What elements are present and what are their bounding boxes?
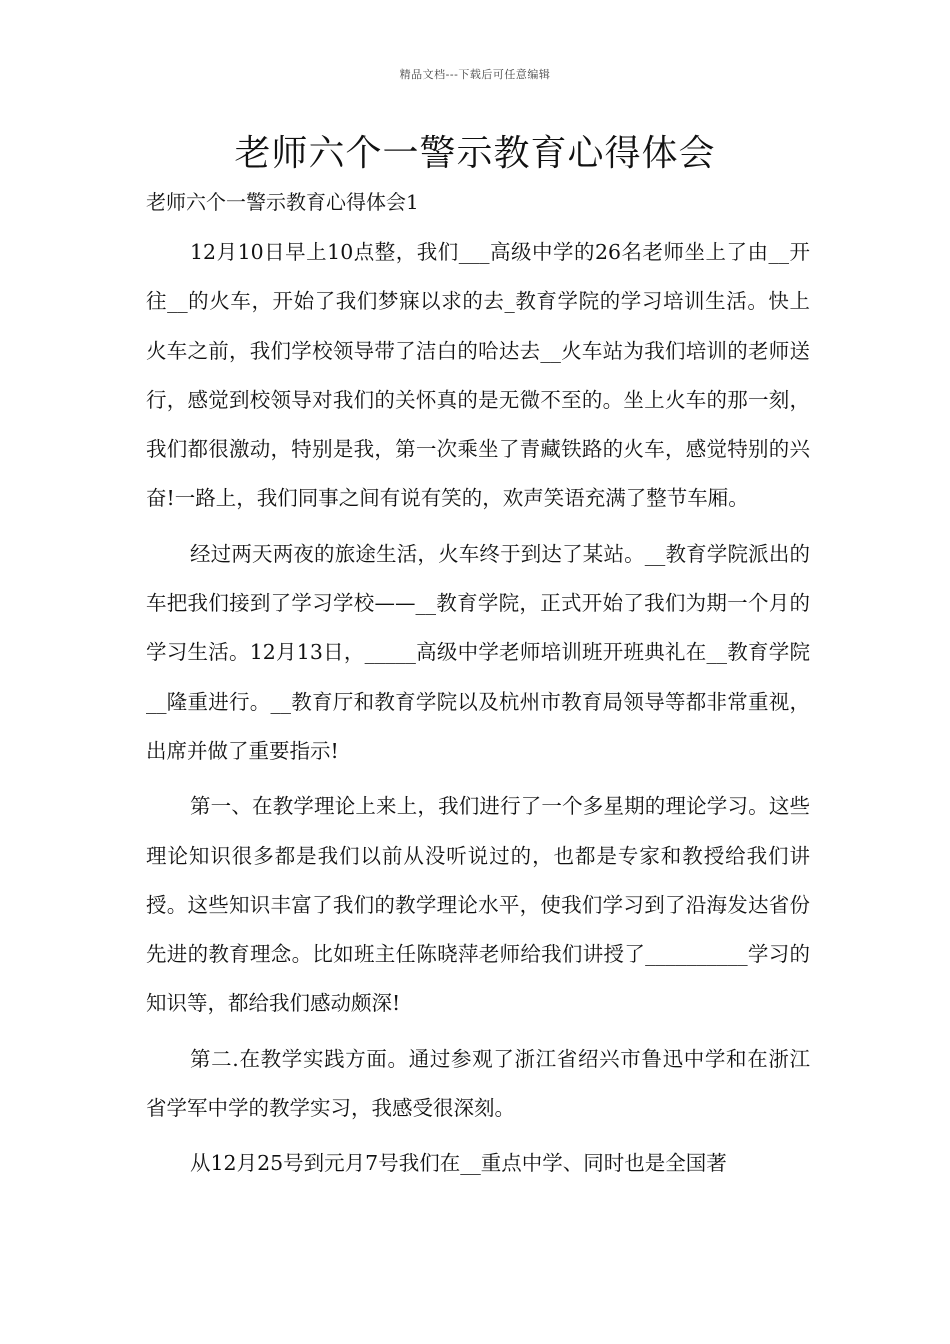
paragraph-4: 第二.在教学实践方面。通过参观了浙江省绍兴市鲁迅中学和在浙江省学军中学的教学实习，我感受很深刻。 <box>146 1046 810 1121</box>
header-note: 精品文档---下载后可任意编辑 <box>399 68 551 81</box>
document-subtitle: 老师六个一警示教育心得体会1 <box>146 190 419 214</box>
document-title: 老师六个一警示教育心得体会 <box>234 133 716 174</box>
paragraph-3: 第一、在教学理论上来上，我们进行了一个多星期的理论学习。这些理论知识很多都是我们以前从没听说过的，也都是专家和教授给我们讲授。这些知识丰富了我们的教学理论水平，使我们学习到了沿海发达省份先进的教育理念。比如班主任陈晓萍老师给我们讲授了__________学习的知识等，都给我们感动颇深! <box>146 794 810 1016</box>
paragraph-5: 从12月25号到元月7号我们在__重点中学、同时也是全国著 <box>190 1151 727 1176</box>
document-body <box>146 228 810 1195</box>
paragraph-1: 12月10日早上10点整，我们___高级中学的26名老师坐上了由__开往__的火车，开始了我们梦寐以求的去_教育学院的学习培训生活。快上火车之前，我们学校领导带了洁白的哈达去__火车站为我们培训的老师送行，感觉到校领导对我们的关怀真的是无微不至的。坐上火车的那一刻，我们都很激动，特别是我，第一次乘坐了青藏铁路的火车，感觉特别的兴奋!一路上，我们同事之间有说有笑的，欢声笑语充满了整节车厢。 <box>146 240 810 511</box>
paragraph-2: 经过两天两夜的旅途生活，火车终于到达了某站。__教育学院派出的车把我们接到了学习学校——__教育学院，正式开始了我们为期一个月的学习生活。12月13日，_____高级中学老师培训班开班典礼在__教育学院__隆重进行。__教育厅和教育学院以及杭州市教育局领导等都非常重视，出席并做了重要指示! <box>146 541 810 763</box>
